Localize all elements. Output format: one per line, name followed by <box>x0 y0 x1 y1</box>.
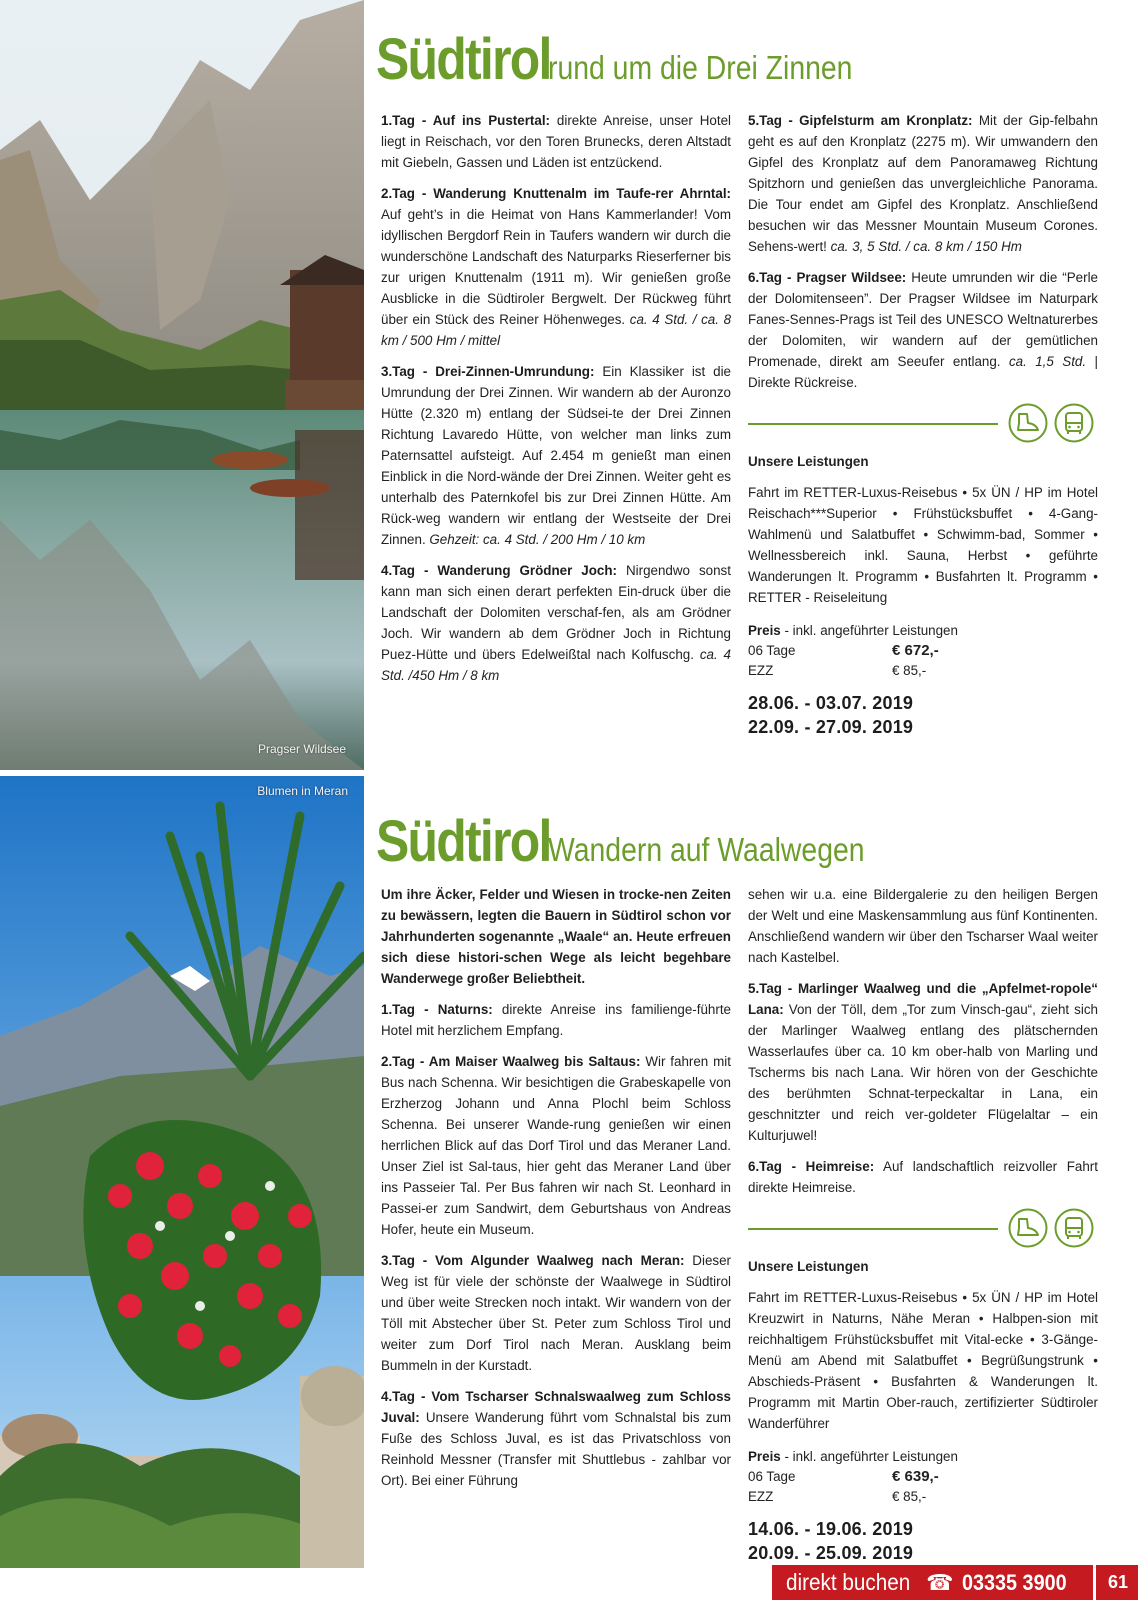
photo-caption: Blumen in Meran <box>257 784 348 798</box>
booking-label: direkt buchen <box>786 1569 911 1595</box>
tour1-right-column <box>748 110 1098 739</box>
tour1-days-label: 06 Tage <box>748 643 796 658</box>
tour1-title: Südtirol <box>376 27 551 92</box>
tour2-day1: 1.Tag - Naturns: direkte Anreise ins familienge-führte Hotel mit herzlichem Empfang. <box>381 1002 732 1038</box>
tour2-preis-label: Preis <box>748 1449 781 1464</box>
tour1-day5: 5.Tag - Gipfelsturm am Kronplatz: Mit der Gip-felbahn geht es auf den Kronplatz (2275 m). Wir umwandern den Gipfel des Kronplatz auf dem Panoramaweg Richtung Spitzhorn und genießen das unvergleichliche Panorama. Die Tour endet am Gipfel des Kronplatz. Anschließend besuchen wir das Messner Mountain Museum Corones. Sehens-wert! ca. 3, 5 Std. / ca. 8 km / 150 Hm <box>748 113 1098 254</box>
tour2-ezz-label: EZZ <box>748 1489 774 1504</box>
tour1-date: 28.06. - 03.07. 2019 <box>748 693 914 713</box>
tour2-preis-suffix: - inkl. angeführter Leistungen <box>780 1449 958 1464</box>
photo-caption: Pragser Wildsee <box>257 742 346 756</box>
tour1-day4: 4.Tag - Wanderung Grödner Joch: Nirgendwo sonst kann man sich einen derart perfekten Ein-druck über die Landschaft der Dolomiten verschaf-fen, als am Grödner Joch. Wir wandern ab dem Grödner Joch in Richtung Puez-Hütte und übers Edelweißtal nach Kolfuschg. ca. 4 Std. /450 Hm / 8 km <box>381 563 731 683</box>
hiking-boot-icon <box>1008 1208 1048 1248</box>
tour2-date: 20.09. - 25.09. 2019 <box>748 1543 914 1563</box>
tour2-leistungen-title: Unsere Leistungen <box>748 1259 869 1274</box>
tour1-preis-suffix: - inkl. angeführter Leistungen <box>780 623 958 638</box>
tour1-ezz-price: € 85,- <box>892 663 927 678</box>
tour2-day6: 6.Tag - Heimreise: Auf landschaftlich reizvoller Fahrt direkte Heimreise. <box>748 1159 1098 1195</box>
bus-icon <box>1054 403 1094 443</box>
tour2-day2: 2.Tag - Am Maiser Waalweg bis Saltaus: Wir fahren mit Bus nach Schenna. Wir besichtigen die Grabeskapelle von Erzherzog Johann und Anna Plochl beim Schloss Schenna. Bei unserer Wande-rung genießen wir einen herrlichen Blick auf das Dorf Tirol und das Meraner Land. Unser Ziel ist Sal-taus, hier geht das Meraner Land über ins Passeier Tal. Per Bus fahren wir nach St. Leonhard in Passei-er zum Sandwirt, dem Geburtshaus von Andreas Hofer, heute ein Museum. <box>381 1054 731 1237</box>
tour2-day3: 3.Tag - Vom Algunder Waalweg nach Meran: Dieser Weg ist für viele der schönste der Waalwege in Südtirol und über weite Strecken noch intakt. Wir wandern von der Töll mit Abstecher über St. Peter zum Schloss Tirol und weiter zum Dorf Tirol nach Meran. Ausklang beim Bummeln in der Kurstadt. <box>381 1253 731 1373</box>
tour2-title: Südtirol <box>376 809 551 874</box>
tour1-day6: 6.Tag - Pragser Wildsee: Heute umrunden wir die “Perle der Dolomitenseen”. Der Pragser Wildsee im Naturpark Fanes-Sennes-Prags ist Teil des UNESCO Weltnaturerbes der Dolomiten, wir wandern auf der gemütlichen Promenade, direkt am Seeufer entlang. ca. 1,5 Std. | Direkte Rückreise. <box>748 270 1098 390</box>
footer-separator <box>1093 1565 1096 1600</box>
booking-footer[interactable] <box>772 1565 1138 1600</box>
page-number: 61 <box>1107 1572 1128 1592</box>
tour1-leistungen-title: Unsere Leistungen <box>748 454 869 469</box>
tour2-left-column <box>381 884 731 1501</box>
tour1-heading <box>376 26 902 93</box>
tour1-date: 22.09. - 27.09. 2019 <box>748 717 914 737</box>
bus-icon <box>1054 1208 1094 1248</box>
tour2-intro: Um ihre Äcker, Felder und Wiesen in trocke-nen Zeiten zu bewässern, legten die Bauern in Südtirol schon vor Jahrhunderten sogenannte „Waale“ an. Heute erfreuen sich diese histori-schen Wege als leicht begehbare Wanderwege großer Beliebtheit. <box>381 887 731 986</box>
tour1-price: € 672,- <box>892 642 939 659</box>
tour2-dates <box>748 1517 1098 1565</box>
tour1-divider <box>748 403 1098 443</box>
tour1-day1: 1.Tag - Auf ins Pustertal: direkte Anreise, unser Hotel liegt in Reischach, vor den Toren Brunecks, deren Altstadt mit Giebeln, Gassen und Läden ist entzückend. <box>381 113 731 170</box>
tour1-day3: 3.Tag - Drei-Zinnen-Umrundung: Ein Klassiker ist die Umrundung der Drei Zinnen. Wir wandern ab der Auronzo Hütte (2.320 m) entlang der Südsei-te der Drei Zinnen Richtung Lavaredo Hütte, von welcher man links zum Paternsattel aufsteigt. Auf 2.454 m genießt man einen Einblick in die Nord-wände der Drei Zinnen. Weiter geht es unterhalb des Paternkofel bis zur Drei Zinnen Hütte. Am Rück-weg wandern wir entlang der Westseite der Drei Zinnen. Gehzeit: ca. 4 Std. / 200 Hm / 10 km <box>381 364 731 547</box>
tour2-divider <box>748 1208 1098 1248</box>
tour1-price-table <box>748 620 1098 681</box>
tour1-preis-label: Preis <box>748 623 781 638</box>
telephone-icon: ☎ <box>926 1569 954 1595</box>
phone-number[interactable]: 03335 3900 <box>961 1569 1067 1595</box>
tour2-day4: 4.Tag - Vom Tscharser Schnalswaalweg zum Schloss Juval: Unsere Wanderung führt vom Schnalstal bis zum Fuße des Schloss Juval, es ist das Privatschloss von Reinhold Messner (Transfer mit Shuttlebus - zahlbar vor Ort). Bei einer Führung <box>381 1389 731 1488</box>
tour2-price: € 639,- <box>892 1468 939 1485</box>
tour2-ezz-price: € 85,- <box>892 1489 927 1504</box>
tour1-leistungen-text: Fahrt im RETTER-Luxus-Reisebus • 5x ÜN / HP im Hotel Reischach***Superior • Frühstücksbuffet • 4-Gang-Wahlmenü und Salatbuffet • Schwimm-bad, Sommer • Wellnessbereich inkl. Sauna, Herbst • geführte Wanderungen lt. Programm • Busfahrten lt. Programm • RETTER - Reiseleitung <box>748 485 1098 605</box>
tour1-day2: 2.Tag - Wanderung Knuttenalm im Taufe-rer Ahrntal: Auf geht’s in die Heimat von Hans Kammerlander! Vom idyllischen Bergdorf Rein in Taufers wandern wir durch die wunderschöne Landschaft des Naturparks Rieserferner bis zur urigen Knuttenalm (1911 m). Wir genießen große Ausblicke in die Südtiroler Bergwelt. Der Rückweg führt über ein Stück des Reiner Höhenweges. ca. 4 Std. / ca. 8 km / 500 Hm / mittel <box>381 186 732 348</box>
photo-pragser-wildsee <box>0 0 364 770</box>
tour1-ezz-label: EZZ <box>748 663 774 678</box>
hiking-boot-icon <box>1008 403 1048 443</box>
tour2-day4-continued: sehen wir u.a. eine Bildergalerie zu den heiligen Bergen der Welt und eine Maskensammlung aus fünf Kontinenten. Anschließend wandern wir über den Tscharser Waal weiter nach Kastelbel. <box>748 887 1098 965</box>
tour2-day5: 5.Tag - Marlinger Waalweg und die „Apfelmet-ropole“ Lana: Von der Töll, dem „Tor zum Vinsch-gau“, zieht sich der Marlinger Waalweg entlang des plätschernden Wasserlaufes über ca. 10 km ober-halb von Marling und Tscherms bis nach Lana. Wir hören von der Geschichte des berühmten Schnat-terpeckaltar in Lana, ein geschnitzter und reich ver-goldeter Flügelaltar – ein Kulturjuwel! <box>748 981 1098 1143</box>
tour2-days-label: 06 Tage <box>748 1469 796 1484</box>
tour2-heading <box>376 808 916 875</box>
tour1-subtitle: rund um die Drei Zinnen <box>547 49 853 86</box>
tour2-price-table <box>748 1446 1098 1507</box>
tour2-leistungen-text: Fahrt im RETTER-Luxus-Reisebus • 5x ÜN / HP im Hotel Kreuzwirt in Naturns, Nähe Meran • Halbpen-sion mit reichhaltigem Frühstücksbuffet mit Vital-ecke • 3-Gänge-Menü am Abend mit Salatbuffet • Begrüßungstrunk • Abschieds-Präsent • Busfahrten & Wanderungen lt. Programm mit Martin Ober-rauch, zertifizierter Südtiroler Wanderführer <box>748 1290 1098 1431</box>
tour1-dates <box>748 691 1098 739</box>
tour1-left-column <box>381 110 731 696</box>
photo-blumen-in-meran <box>0 776 364 1568</box>
tour2-right-column <box>748 884 1098 1565</box>
tour2-subtitle: Wandern auf Waalwegen <box>547 831 865 868</box>
tour2-date: 14.06. - 19.06. 2019 <box>748 1519 914 1539</box>
